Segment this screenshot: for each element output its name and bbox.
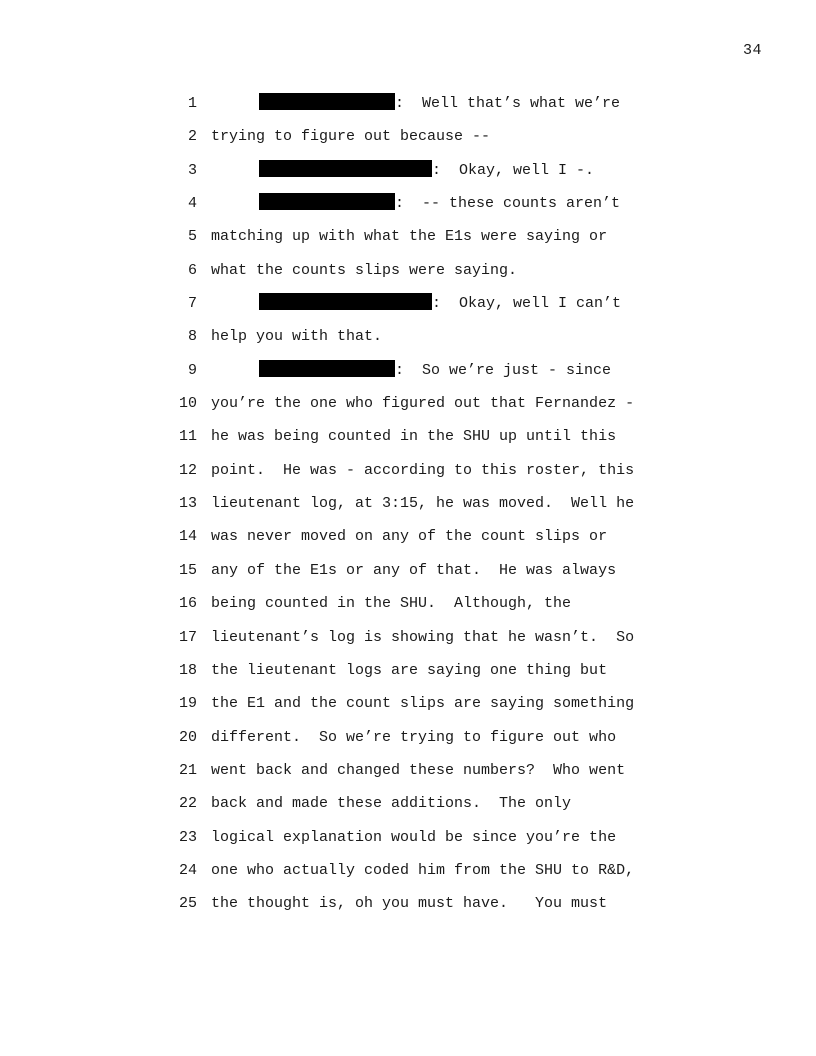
line-content: being counted in the SHU. Although, the: [211, 595, 572, 613]
line-text: [211, 654, 607, 687]
line-number: 23: [178, 828, 197, 846]
line-content: : Okay, well I -.: [432, 161, 595, 179]
speaker-turn: [259, 187, 620, 220]
redacted-speaker-name: [259, 360, 395, 377]
transcript-line: [176, 787, 676, 820]
transcript-line: [176, 287, 676, 320]
line-content: lieutenant log, at 3:15, he was moved. Well he: [211, 495, 635, 513]
line-text: [211, 787, 571, 820]
transcript-line: [176, 821, 676, 854]
line-text: [211, 621, 634, 654]
transcript-line: [176, 721, 676, 754]
transcript-line: [176, 520, 676, 553]
line-number: 21: [178, 761, 197, 779]
transcript-body: [176, 87, 676, 921]
speaker-turn: [259, 87, 620, 120]
line-text: [211, 754, 625, 787]
line-number: 15: [178, 561, 197, 579]
redacted-speaker-name: [259, 293, 432, 310]
transcript-line: [176, 887, 676, 920]
line-content: help you with that.: [211, 328, 383, 346]
transcript-line: [176, 654, 676, 687]
transcript-line: [176, 687, 676, 720]
line-text: [211, 454, 634, 487]
transcript-line: [176, 487, 676, 520]
line-content: he was being counted in the SHU up until this: [211, 428, 617, 446]
line-number: 7: [187, 295, 197, 313]
speaker-turn: [259, 154, 594, 187]
transcript-line: [176, 587, 676, 620]
line-number: 2: [187, 128, 197, 146]
line-content: matching up with what the E1s were saying or: [211, 228, 608, 246]
transcript-line: [176, 154, 676, 187]
line-number: 10: [178, 395, 197, 413]
line-content: trying to figure out because --: [211, 128, 491, 146]
line-content: was never moved on any of the count slips or: [211, 528, 608, 546]
line-number: 6: [187, 261, 197, 279]
line-text: [211, 687, 634, 720]
transcript-line: [176, 120, 676, 153]
line-content: the lieutenant logs are saying one thing but: [211, 661, 608, 679]
line-content: you’re the one who figured out that Fernandez -: [211, 395, 635, 413]
line-number: 22: [178, 795, 197, 813]
transcript-line: [176, 254, 676, 287]
line-content: what the counts slips were saying.: [211, 261, 518, 279]
line-text: [211, 420, 616, 453]
line-content: lieutenant’s log is showing that he wasn’t. So: [211, 628, 635, 646]
page-number: 34: [742, 42, 762, 59]
line-text: [211, 387, 634, 420]
line-text: [211, 821, 616, 854]
line-text: [211, 120, 490, 153]
line-number: 16: [178, 595, 197, 613]
line-content: : Well that’s what we’re: [395, 95, 621, 112]
transcript-line: [176, 554, 676, 587]
line-content: : Okay, well I can’t: [432, 295, 622, 313]
line-number: 9: [187, 361, 197, 379]
redacted-speaker-name: [259, 160, 432, 177]
line-number: 25: [178, 895, 197, 913]
line-content: one who actually coded him from the SHU to R&D,: [211, 861, 635, 879]
line-number: 1: [187, 95, 197, 112]
redacted-speaker-name: [259, 193, 395, 210]
line-number: 14: [178, 528, 197, 546]
transcript-line: [176, 754, 676, 787]
transcript-line: [176, 420, 676, 453]
line-content: : -- these counts aren’t: [395, 195, 621, 213]
line-content: logical explanation would be since you’re the: [211, 828, 617, 846]
line-content: back and made these additions. The only: [211, 795, 572, 813]
line-number: 19: [178, 695, 197, 713]
line-content: went back and changed these numbers? Who went: [211, 761, 626, 779]
line-number: 24: [178, 861, 197, 879]
speaker-turn: [259, 287, 621, 320]
line-text: [211, 254, 517, 287]
line-number: 18: [178, 661, 197, 679]
line-text: [211, 520, 607, 553]
line-content: point. He was - according to this roster, this: [211, 461, 635, 479]
line-text: [211, 887, 607, 920]
transcript-line: [176, 621, 676, 654]
line-content: the E1 and the count slips are saying something: [211, 695, 635, 713]
transcript-line: [176, 187, 676, 220]
line-number: 8: [187, 328, 197, 346]
line-text: [211, 721, 616, 754]
speaker-turn: [259, 354, 611, 387]
line-text: [211, 320, 382, 353]
line-number: 11: [178, 428, 197, 446]
line-number: 4: [187, 195, 197, 213]
line-number: 13: [178, 495, 197, 513]
line-text: [211, 220, 607, 253]
line-number: 17: [178, 628, 197, 646]
line-number: 5: [187, 228, 197, 246]
line-content: any of the E1s or any of that. He was always: [211, 561, 617, 579]
line-number: 3: [187, 161, 197, 179]
transcript-line: [176, 854, 676, 887]
line-number: 20: [178, 728, 197, 746]
line-text: [211, 854, 634, 887]
line-number: 12: [178, 461, 197, 479]
transcript-line: [176, 387, 676, 420]
redacted-speaker-name: [259, 93, 395, 110]
transcript-line: [176, 220, 676, 253]
line-content: different. So we’re trying to figure out who: [211, 728, 617, 746]
line-content: the thought is, oh you must have. You must: [211, 895, 608, 913]
line-content: : So we’re just - since: [395, 361, 612, 379]
line-text: [211, 554, 616, 587]
transcript-line: [176, 87, 676, 120]
line-text: [211, 487, 634, 520]
transcript-line: [176, 320, 676, 353]
transcript-line: [176, 354, 676, 387]
line-text: [211, 587, 571, 620]
transcript-line: [176, 454, 676, 487]
